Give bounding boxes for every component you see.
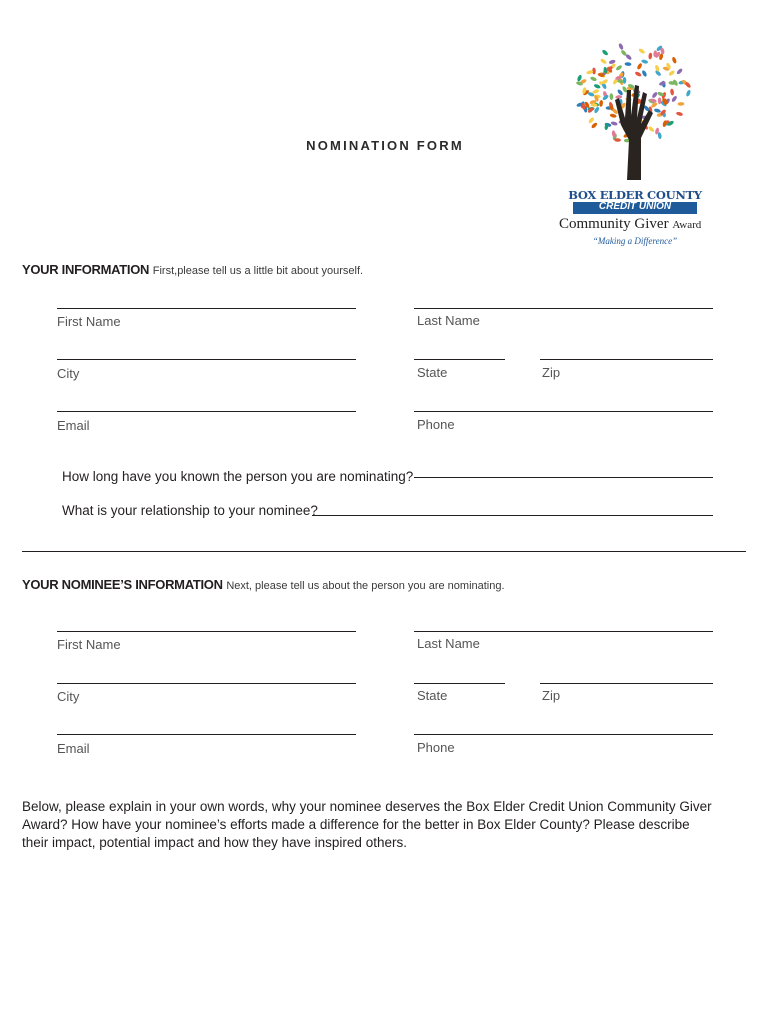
tree-leaf <box>624 62 631 66</box>
nominee-last-name-field[interactable] <box>414 631 713 632</box>
tree-leaf <box>601 49 608 56</box>
known-duration-field[interactable] <box>414 477 713 478</box>
tree-leaf <box>593 83 601 89</box>
tree-leaf <box>654 64 660 72</box>
logo-line3: Community Giver Award <box>559 216 702 232</box>
tree-leaf <box>676 68 683 75</box>
first-name-field[interactable] <box>57 308 356 309</box>
tree-leaf <box>671 56 677 64</box>
form-title: NOMINATION FORM <box>306 138 464 153</box>
tree-leaf <box>670 88 674 95</box>
nominee-city-label: City <box>57 689 80 704</box>
tree-leaf <box>617 89 624 97</box>
relationship-field[interactable] <box>312 515 713 516</box>
nominee-email-field[interactable] <box>57 734 356 735</box>
section-divider <box>22 551 746 552</box>
phone-label: Phone <box>417 417 455 432</box>
nominee-phone-field[interactable] <box>414 734 713 735</box>
explanation-answer-area[interactable] <box>22 860 712 1010</box>
tree-leaf <box>599 100 603 107</box>
nominee-information-heading: YOUR NOMINEE’S INFORMATION Next, please tell us about the person you are nominating. <box>22 577 505 592</box>
tree-leaf <box>636 62 643 70</box>
last-name-label: Last Name <box>417 313 480 328</box>
tree-leaf <box>641 70 647 78</box>
tree-leaf <box>685 89 691 97</box>
tree-leaf <box>648 125 655 132</box>
tree-leaf <box>648 52 652 59</box>
city-field[interactable] <box>57 359 356 360</box>
tree-leaf <box>590 76 598 82</box>
zip-label: Zip <box>542 365 561 380</box>
tree-leaf <box>610 121 617 126</box>
tree-leaf <box>651 91 658 99</box>
nominee-zip-field[interactable] <box>540 683 713 684</box>
nominee-state-label: State <box>417 688 448 703</box>
tree-leaf <box>671 95 678 103</box>
tree-leaf <box>658 97 662 104</box>
tree-leaf <box>600 58 608 65</box>
state-field[interactable] <box>414 359 505 360</box>
nominee-first-name-label: First Name <box>57 637 121 652</box>
tree-leaf <box>609 113 616 118</box>
tree-leaf <box>618 43 624 51</box>
logo-tagline: “Making a Difference” <box>592 236 678 246</box>
nominee-phone-label: Phone <box>417 740 455 755</box>
email-field[interactable] <box>57 411 356 412</box>
city-label: City <box>57 366 80 381</box>
email-label: Email <box>57 418 90 433</box>
tree-leaf <box>615 64 623 71</box>
nominee-state-field[interactable] <box>414 683 505 684</box>
tree-leaf <box>677 102 684 106</box>
logo-line1: BOX ELDER COUNTY <box>568 188 702 202</box>
known-duration-question: How long have you known the person you are nominating? <box>62 469 414 484</box>
tree-leaf <box>593 106 600 114</box>
nominee-last-name-label: Last Name <box>417 636 480 651</box>
first-name-label: First Name <box>57 314 121 329</box>
tree-leaf <box>588 117 595 124</box>
tree-leaf <box>638 48 646 55</box>
nominee-zip-label: Zip <box>542 688 561 703</box>
tree-leaf <box>676 111 684 116</box>
tree-leaf <box>668 70 676 77</box>
your-information-heading: YOUR INFORMATION First,please tell us a little bit about yourself. <box>22 262 364 277</box>
nominee-email-label: Email <box>57 741 90 756</box>
phone-field[interactable] <box>414 411 713 412</box>
tree-leaf <box>654 108 662 114</box>
tree-leaf <box>609 93 613 100</box>
state-label: State <box>417 365 448 380</box>
relationship-question: What is your relationship to your nominee? <box>62 503 318 518</box>
nominee-first-name-field[interactable] <box>57 631 356 632</box>
tree-leaf <box>641 59 649 64</box>
logo-line2: CREDIT UNION <box>598 201 672 212</box>
last-name-field[interactable] <box>414 308 713 309</box>
nominee-city-field[interactable] <box>57 683 356 684</box>
explanation-prompt: Below, please explain in your own words, why your nominee deserves the Box Elder Credit Union Community Giver Award? How have your nominee’s efforts made a difference for the better in Box Elder County? Please describe their impact, potential impact and how they have inspired others. <box>22 799 712 850</box>
tree-leaf <box>634 71 642 78</box>
zip-field[interactable] <box>540 359 713 360</box>
tree-leaf <box>591 122 598 129</box>
